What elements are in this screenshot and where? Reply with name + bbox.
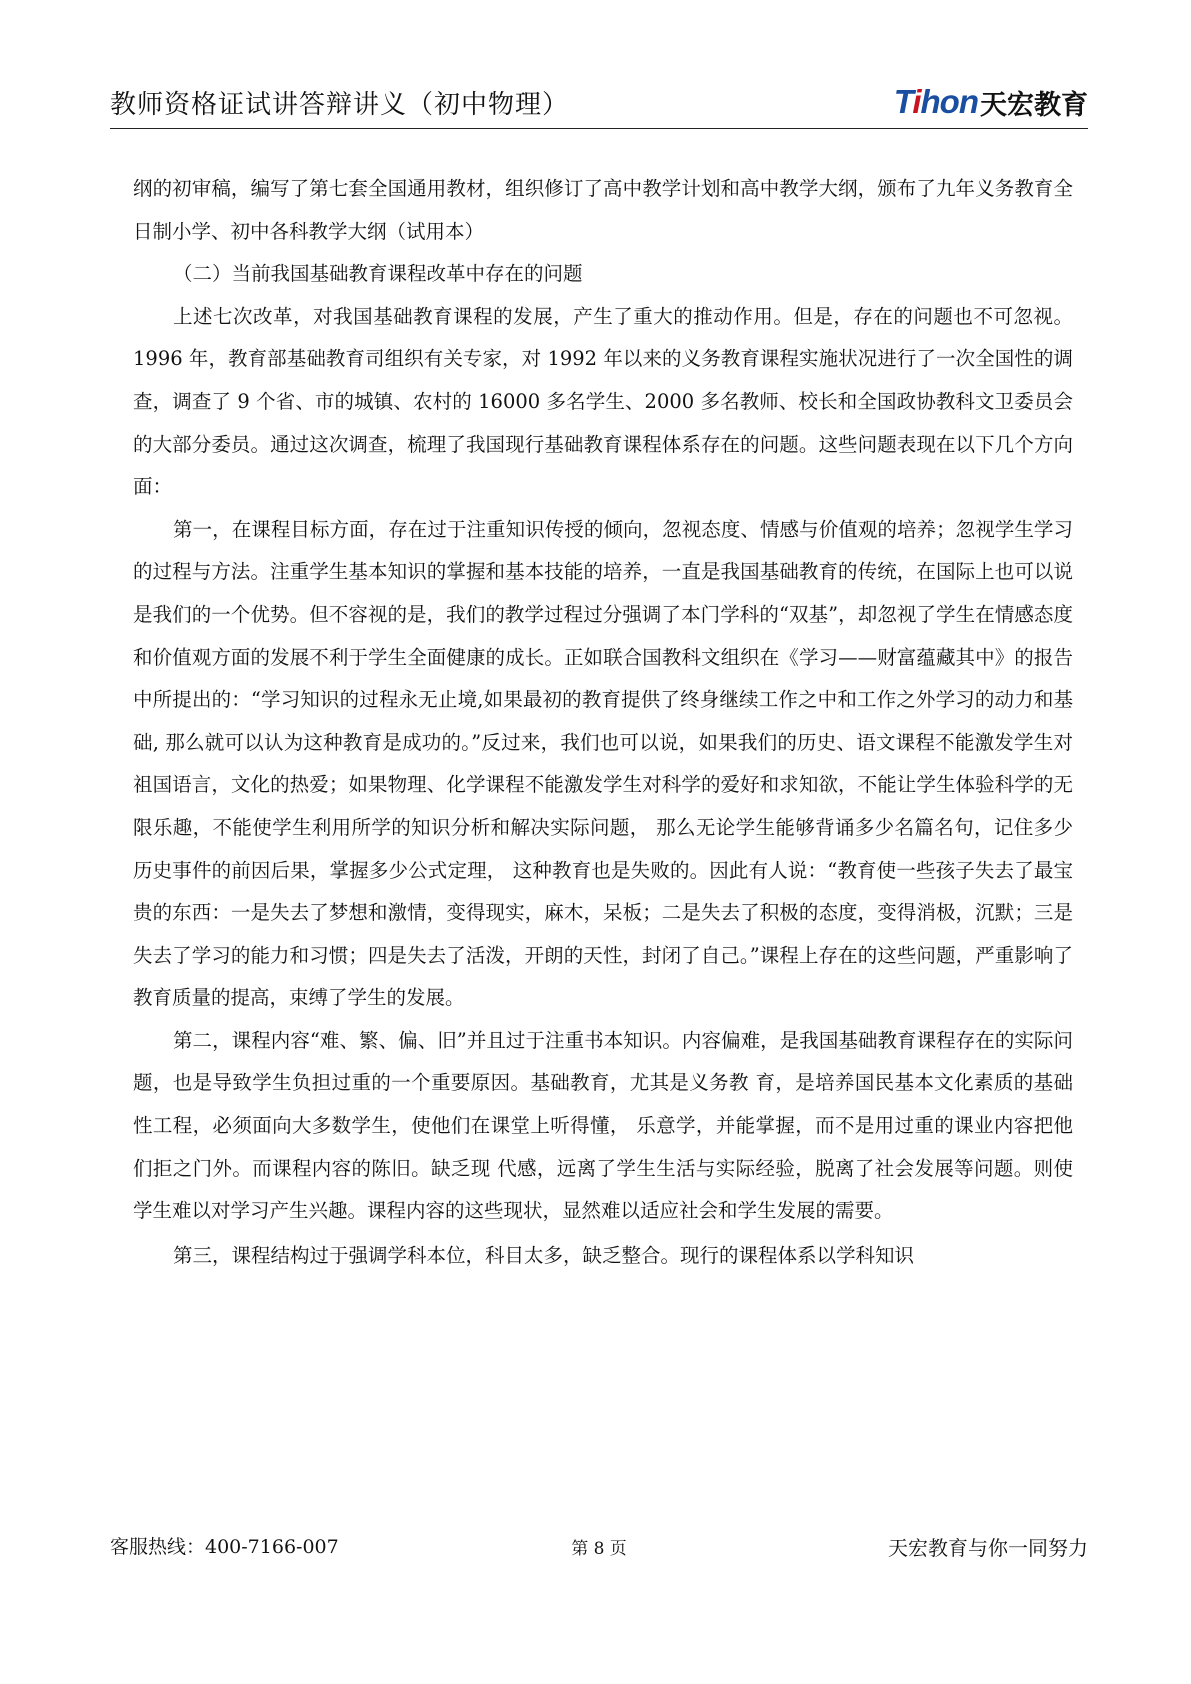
hotline-text: 客服热线：400-7166-007 <box>110 1536 339 1558</box>
footer-slogan: 天宏教育与你一同努力 <box>888 1536 1088 1560</box>
paragraph: 第三，课程结构过于强调学科本位，科目太多，缺乏整合。现行的课程体系以学科知识 <box>173 1243 915 1267</box>
paragraph: 第一，在课程目标方面，存在过于注重知识传授的倾向，忽视态度、情感与价值观的培养；忽视学生学习的过程与方法。注重学生基本知识的掌握和基本技能的培养，一直是我国基础教育的传统，在国际上也可以说是我们的一个优势。但不容视的是，我们的教学过程过分强调了本门学科的“双基”，却忽视了学生在情感态度和价值观方面的发展不利于学生全面健康的成长。正如联合国教科文组织在《学习——财富蕴藏其中》的报告中所提出的：“学习知识的过程永无止境,如果最初的教育提供了终身继续工作之中和工作之外学习的动力和基础, 那么就可以认为这种教育是成功的。”反过来，我们也可以说，如果我们的历史、语文课程不能激发学生对祖国语言，文化的热爱；如果物理、化学课程不能激发学生对科学的爱好和求知欲，不能让学生体验科学的无限乐趣，不能使学生利用所学的知识分析和解决实际问题， 那么无论学生能够背诵多少名篇名句，记住多少历史事件的前因后果，掌握多少公式定理， 这种教育也是失败的。因此有人说：“教育使一些孩子失去了最宝贵的东西：一是失去了梦想和激情，变得现实，麻木，呆板；二是失去了积极的态度，变得消极，沉默；三是失去了学习的能力和习惯；四是失去了活泼，开朗的天性，封闭了自己。”课程上存在的这些问题，严重影响了教育质量的提高，束缚了学生的发展。 <box>133 517 1073 1010</box>
page-number: 第 8 页 <box>571 1539 627 1559</box>
tihon-logo <box>894 82 1088 122</box>
page-footer <box>110 1532 1088 1562</box>
paragraph: 上述七次改革，对我国基础教育课程的发展，产生了重大的推动作用。但是，存在的问题也不可忽视。1996 年，教育部基础教育司组织有关专家，对 1992 年以来的义务教育课程实施状况进行了一次全国性的调查，调查了 9 个省、市的城镇、农村的 16000 多名学生、2000 多名教师、校长和全国政协教科文卫委员会的大部分委员。通过这次调查，梳理了我国现行基础教育课程体系存在的问题。这些问题表现在以下几个方向面： <box>133 304 1073 499</box>
body-content <box>133 168 1073 1277</box>
header-title: 教师资格证试讲答辩讲义（初中物理） <box>110 90 570 120</box>
paragraph: 纲的初审稿，编写了第七套全国通用教材，组织修订了高中教学计划和高中教学大纲，颁布了九年义务教育全日制小学、初中各科教学大纲（试用本） <box>133 177 1073 243</box>
logo-mark: Tihon <box>893 83 978 120</box>
section-heading: （二）当前我国基础教育课程改革中存在的问题 <box>173 262 583 286</box>
logo-text: 天宏教育 <box>980 89 1088 121</box>
page-header <box>110 78 1088 129</box>
paragraph: 第二，课程内容“难、繁、偏、旧”并且过于注重书本知识。内容偏难，是我国基础教育课程存在的实际问题，也是导致学生负担过重的一个重要原因。基础教育，尤其是义务教 育，是培养国民基本文化素质的基础性工程，必须面向大多数学生，使他们在课堂上听得懂， 乐意学，并能掌握，而不是用过重的课业内容把他们拒之门外。而课程内容的陈旧。缺乏现 代感，远离了学生生活与实际经验，脱离了社会发展等问题。则使学生难以对学习产生兴趣。课程内容的这些现状，显然难以适应社会和学生发展的需要。 <box>133 1028 1073 1223</box>
